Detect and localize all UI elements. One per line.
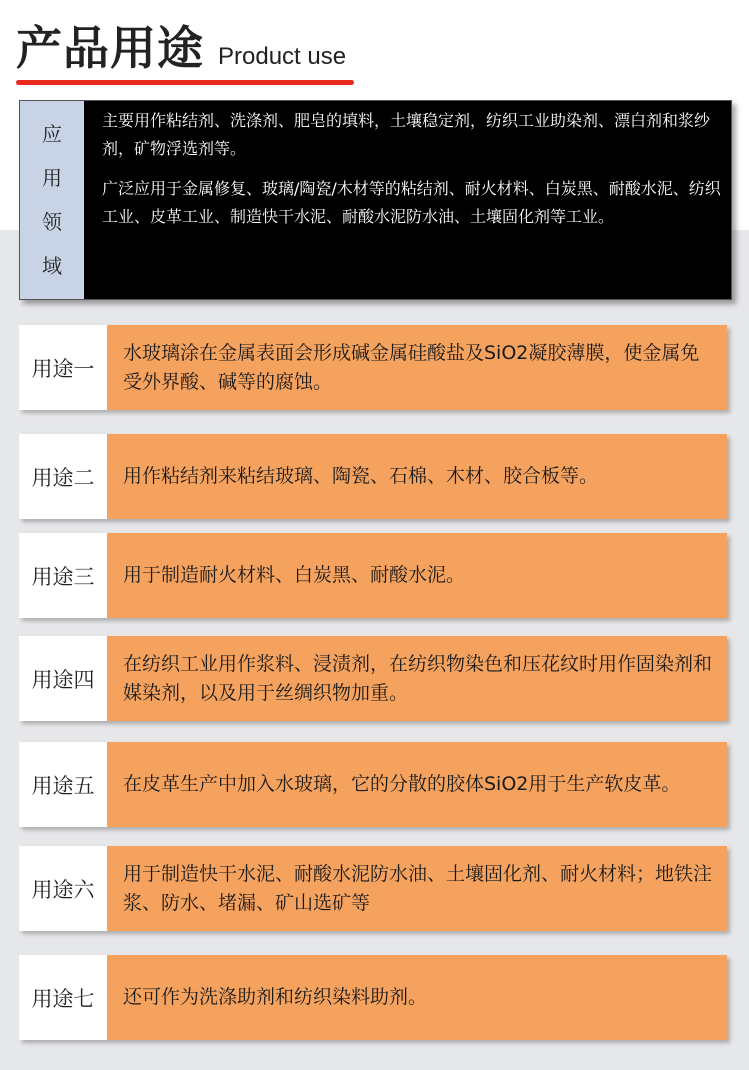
use-label: 用途七 <box>19 955 107 1040</box>
domain-paragraph: 广泛应用于金属修复、玻璃/陶瓷/木材等的粘结剂、耐火材料、白炭黑、耐酸水泥、纺织工业、皮革工业、制造快干水泥、耐酸水泥防水油、土壤固化剂等工业。 <box>102 179 721 226</box>
use-text: 用于制造快干水泥、耐酸水泥防水油、土壤固化剂、耐火材料；地铁注浆、防水、堵漏、矿山选矿等 <box>107 846 727 931</box>
use-text: 在纺织工业用作浆料、浸渍剂，在纺织物染色和压花纹时用作固染剂和媒染剂，以及用于丝绸织物加重。 <box>107 636 727 721</box>
use-row-7 <box>19 955 727 1040</box>
domain-paragraph: 主要用作粘结剂、洗涤剂、肥皂的填料，土壤稳定剂，纺织工业助染剂、漂白剂和浆纱剂，矿物浮选剂等。 <box>102 111 711 158</box>
domain-label-char: 应 <box>42 122 62 146</box>
use-label: 用途五 <box>19 742 107 827</box>
use-text: 用于制造耐火材料、白炭黑、耐酸水泥。 <box>107 533 727 618</box>
use-label: 用途二 <box>19 434 107 519</box>
application-domain-block <box>19 100 732 300</box>
page-title: 产品用途 <box>16 21 204 75</box>
use-row-4 <box>19 636 727 721</box>
domain-label-char: 领 <box>42 210 62 234</box>
use-row-3 <box>19 533 727 618</box>
use-row-6 <box>19 846 727 931</box>
use-text: 用作粘结剂来粘结玻璃、陶瓷、石棉、木材、胶合板等。 <box>107 434 727 519</box>
use-text: 在皮革生产中加入水玻璃，它的分散的胶体SiO2用于生产软皮革。 <box>107 742 727 827</box>
use-text: 还可作为洗涤助剂和纺织染料助剂。 <box>107 955 727 1040</box>
use-label: 用途六 <box>19 846 107 931</box>
use-row-5 <box>19 742 727 827</box>
domain-label-char: 用 <box>42 166 62 190</box>
use-label: 用途四 <box>19 636 107 721</box>
page-subtitle-en: Product use <box>218 43 347 70</box>
use-row-1 <box>19 325 727 410</box>
title-underline <box>16 80 354 85</box>
domain-description <box>102 107 722 243</box>
domain-label <box>20 101 84 299</box>
use-label: 用途三 <box>19 533 107 618</box>
use-label: 用途一 <box>19 325 107 410</box>
domain-label-char: 域 <box>42 254 62 278</box>
use-text: 水玻璃涂在金属表面会形成碱金属硅酸盐及SiO2凝胶薄膜，使金属免受外界酸、碱等的腐蚀。 <box>107 325 727 410</box>
use-row-2 <box>19 434 727 519</box>
